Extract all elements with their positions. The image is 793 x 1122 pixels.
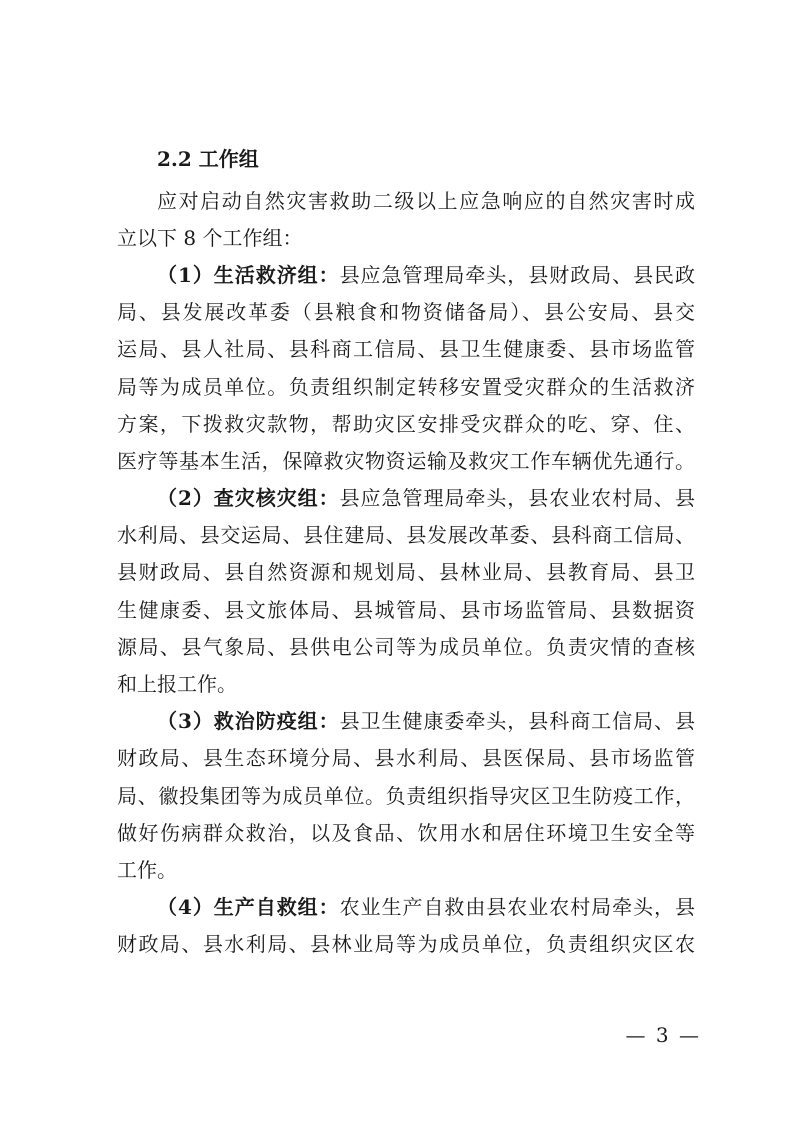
group-title: （1）生活救济组：: [157, 263, 340, 287]
paragraph-line: 水利局、县交运局、县住建局、县发展改革委、县科商工信局、: [117, 523, 695, 547]
page-number: — 3 —: [625, 1023, 701, 1047]
group-text: 县应急管理局牵头，县农业农村局、县: [339, 486, 695, 510]
paragraph-line: [157, 704, 695, 738]
group-text: 农业生产自救由县农业农村局牵头，县: [339, 895, 695, 919]
group-title: （2）查灾核灾组：: [157, 486, 340, 510]
group-text: 县应急管理局牵头，县财政局、县民政: [339, 263, 695, 287]
intro-line: 应对启动自然灾害救助二级以上应急响应的自然灾害时成: [157, 189, 695, 213]
paragraph-line: 财政局、县生态环境分局、县水利局、县医保局、县市场监管: [117, 746, 695, 770]
paragraph-line: 做好伤病群众救治，以及食品、饮用水和居住环境卫生安全等: [117, 821, 695, 845]
paragraph-line: 源局、县气象局、县供电公司等为成员单位。负责灾情的查核: [117, 635, 695, 659]
paragraph-line: 医疗等基本生活，保障救灾物资运输及救灾工作车辆优先通行。: [117, 449, 695, 473]
paragraph-line: 运局、县人社局、县科商工信局、县卫生健康委、县市场监管: [117, 337, 695, 361]
paragraph-line: 财政局、县水利局、县林业局等为成员单位，负责组织灾区农: [117, 932, 695, 956]
paragraph-line: 局等为成员单位。负责组织制定转移安置受灾群众的生活救济: [117, 375, 695, 399]
paragraph-line: [157, 890, 695, 924]
section-heading: 2.2 工作组: [157, 147, 259, 171]
group-title: （4）生产自救组：: [157, 895, 340, 919]
paragraph-line: 县财政局、县自然资源和规划局、县林业局、县教育局、县卫: [117, 560, 695, 584]
paragraph-line: 方案，下拨救灾款物，帮助灾区安排受灾群众的吃、穿、住、: [117, 412, 695, 436]
intro-line: 立以下 8 个工作组：: [117, 226, 303, 250]
paragraph-line: [157, 258, 695, 292]
group-title: （3）救治防疫组：: [157, 709, 340, 733]
paragraph-line: 工作。: [117, 858, 177, 882]
paragraph-line: [157, 481, 695, 515]
paragraph-line: 生健康委、县文旅体局、县城管局、县市场监管局、县数据资: [117, 598, 695, 622]
group-text: 县卫生健康委牵头，县科商工信局、县: [339, 709, 695, 733]
paragraph-line: 局、徽投集团等为成员单位。负责组织指导灾区卫生防疫工作，: [117, 784, 695, 808]
paragraph-line: 和上报工作。: [117, 672, 237, 696]
paragraph-line: 局、县发展改革委（县粮食和物资储备局）、县公安局、县交: [117, 300, 695, 324]
